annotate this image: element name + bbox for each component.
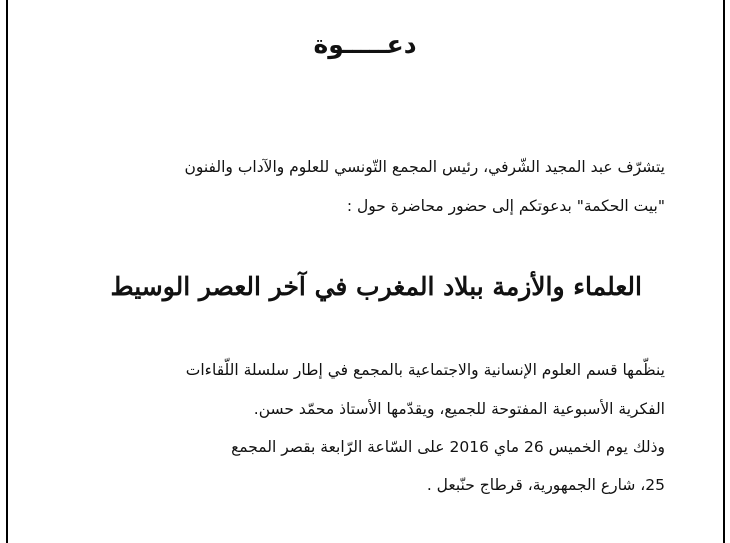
details-line-3: وذلك يوم الخميس 26 ماي 2016 على السّاعة الرّابعة بقصر المجمع: [231, 438, 665, 456]
details-line-2: الفكرية الأسبوعية المفتوحة للجميع، ويقدّمها الأستاذ محمّد حسن.: [253, 400, 665, 418]
lecture-title: العلماء والأزمة ببلاد المغرب في آخر العصر الوسيط: [110, 272, 642, 301]
intro-line-1: يتشرّف عبد المجيد الشّرفي، رئيس المجمع التّونسي للعلوم والآداب والفنون: [184, 158, 665, 176]
intro-line-2: "بيت الحكمة" بدعوتكم إلى حضور محاضرة حول :: [346, 197, 665, 215]
details-line-4: 25، شارع الجمهورية، قرطاج حنّبعل .: [426, 476, 665, 494]
invitation-title: دعـــــوة: [313, 30, 417, 59]
details-line-1: ينظّمها قسم العلوم الإنسانية والاجتماعية بالمجمع في إطار سلسلة اللّقاءات: [185, 361, 665, 379]
